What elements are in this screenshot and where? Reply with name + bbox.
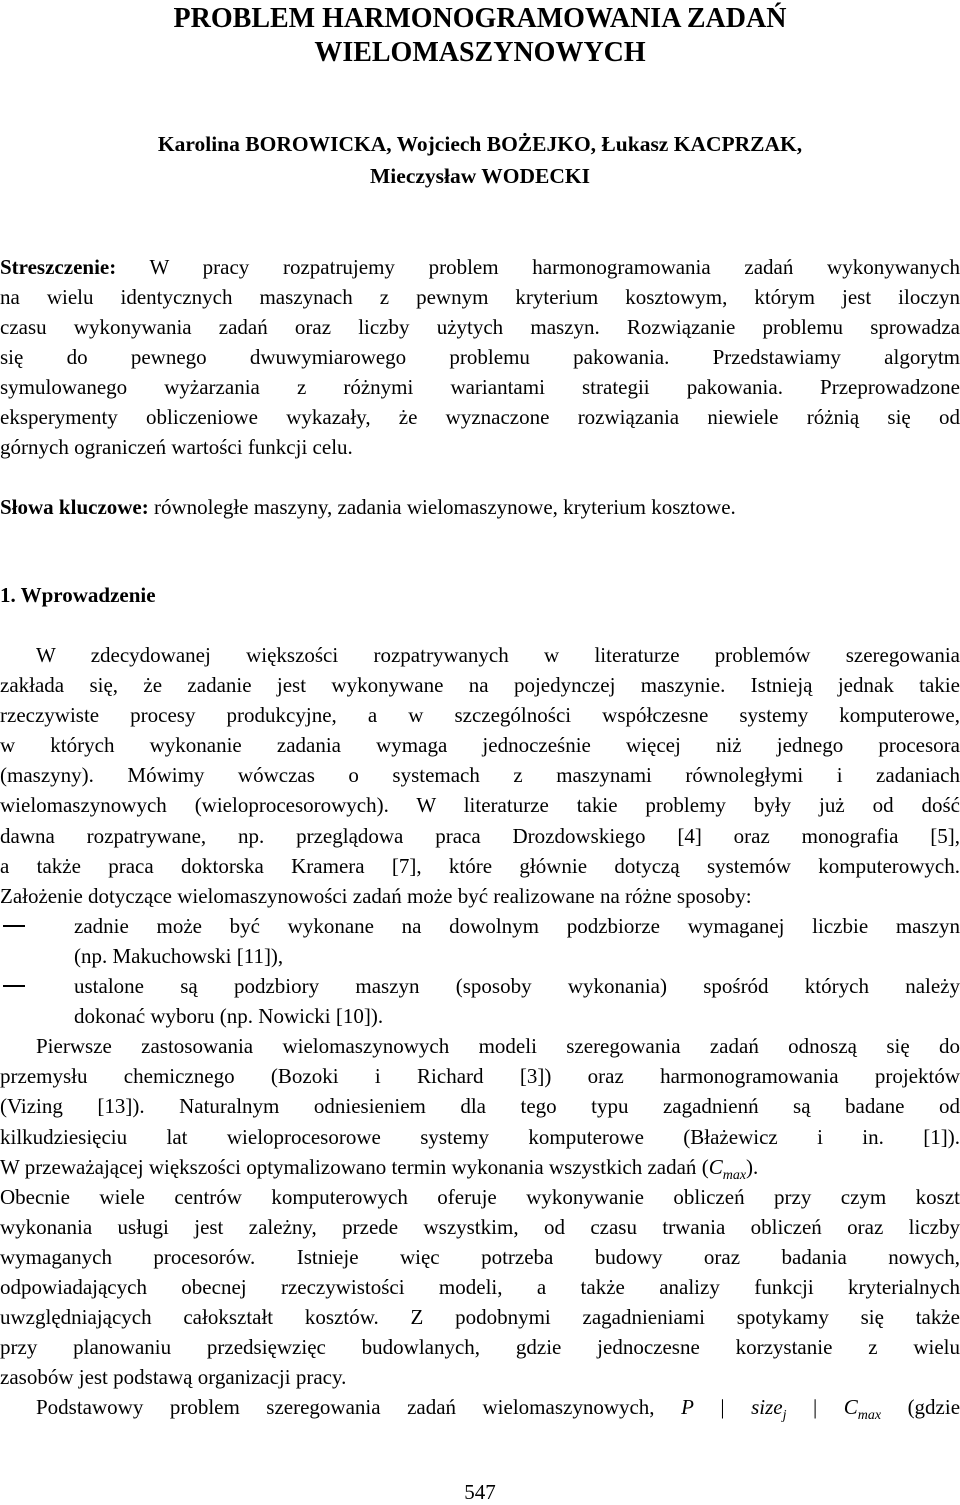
formula-paren: ( (701, 1154, 709, 1179)
keywords (0, 492, 960, 522)
formula-separator: | (813, 1395, 818, 1420)
section-heading: 1. Wprowadzenie (0, 583, 156, 607)
abstract-label: Streszczenie: (0, 255, 117, 279)
paragraph-line: Pierwsze zastosowania wielomaszynowych modeli szeregowania zadań odnoszą się do (36, 1034, 960, 1059)
formula-symbol: size (751, 1395, 783, 1420)
abstract-line (0, 252, 960, 282)
formula-symbol: P (681, 1395, 694, 1420)
introduction-body (0, 640, 960, 1422)
authors-line-1: Karolina BOROWICKA, Wojciech BOŻEJKO, Łukasz KACPRZAK, (157, 132, 803, 156)
formula-paren: ). (746, 1154, 759, 1179)
paragraph-line: a także praca doktorska Kramera [7], które głównie dotyczą systemów komputerowych. (0, 853, 960, 878)
paragraph-text: Podstawowy problem szeregowania zadań wielomaszynowych, (36, 1395, 655, 1420)
abstract-text: W pracy rozpatrujemy problem harmonogramowania zadań wykonywanych (149, 255, 960, 279)
paragraph-line: przy planowaniu przedsięwzięc budowlanych, gdzie jednoczesne korzystanie z wielu (0, 1335, 960, 1360)
paragraph-line: odpowiadających obecnej rzeczywistości modeli, a także analizy funkcji kryterialnych (0, 1274, 960, 1299)
paragraph-line: Założenie dotyczące wielomaszynowości zadań może być realizowane na różne sposoby: (0, 883, 752, 908)
paragraph-text: W przeważającej większości optymalizowano termin wykonania wszystkich zadań (0, 1154, 697, 1179)
title-line-1: PROBLEM HARMONOGRAMOWANIA ZADAŃ (173, 3, 787, 34)
authors-line-2: Mieczysław WODECKI (370, 164, 590, 188)
title-line-2: WIELOMASZYNOWYCH (314, 37, 646, 68)
paragraph-line: (maszyny). Mówimy wówczas o systemach z maszynami równoległymi i zadaniach (0, 763, 960, 788)
paper-title (0, 2, 960, 70)
formula-subscript: max (722, 1167, 747, 1183)
formula-subscript: j (782, 1408, 787, 1424)
dash-bullet-icon (3, 985, 25, 987)
list-item-line: ustalone są podzbiory maszyn (sposoby wykonania) spośród których należy (74, 974, 960, 999)
list-item (0, 971, 960, 1031)
list-item-line: (np. Makuchowski [11]), (74, 943, 284, 968)
paragraph-line: W zdecydowanej większości rozpatrywanych w literaturze problemów szeregowania (36, 643, 960, 667)
keywords-label: Słowa kluczowe: (0, 495, 149, 519)
abstract-line: się do pewnego dwuwymiarowego problemu pakowania. Przedstawiamy algorytm (0, 345, 960, 369)
paragraph-line: wykonania usługi jest zależny, przede wszystkim, od czasu trwania obliczeń oraz liczby (0, 1214, 960, 1239)
paragraph-line: wymaganych procesorów. Istnieje więc potrzeba budowy oraz badania nowych, (0, 1244, 960, 1269)
page-number: 547 (464, 1480, 496, 1504)
formula-symbol: C (843, 1395, 858, 1420)
paragraph-line: Obecnie wiele centrów komputerowych oferuje wykonywanie obliczeń przy czym koszt (0, 1184, 960, 1209)
problem-notation-formula (681, 1395, 882, 1424)
keywords-text: równoległe maszyny, zadania wielomaszynowe, kryterium kosztowe. (154, 495, 736, 519)
paragraph-line: dawna rozpatrywane, np. przeglądowa praca Drozdowskiego [4] oraz monografia [5], (0, 823, 960, 848)
abstract-line: eksperymenty obliczeniowe wykazały, że wyznaczone rozwiązania niewiele różnią się od (0, 405, 960, 429)
paragraph-line: przemysłu chemicznego (Bozoki i Richard [3]) oraz harmonogramowania projektów (0, 1064, 960, 1089)
paragraph-text: (gdzie (907, 1395, 960, 1420)
abstract-line: czasu wykonywania zadań oraz liczby użytych maszyn. Rozwiązanie problemu sprowadza (0, 315, 960, 339)
abstract (0, 252, 960, 462)
list-item-line: zadnie może być wykonane na dowolnym podzbiorze wymaganej liczbie maszyn (74, 913, 960, 938)
paragraph-line: uwzględniających całokształt kosztów. Z podobnymi zagadnieniami spotykamy się także (0, 1305, 960, 1330)
paragraph-line (0, 1152, 960, 1182)
authors (0, 128, 960, 192)
cmax-formula (701, 1154, 759, 1183)
list-item-line: dokonać wyboru (np. Nowicki [10]). (74, 1004, 384, 1029)
list-item (0, 911, 960, 971)
formula-symbol: C (708, 1154, 723, 1179)
paragraph-line (0, 1392, 960, 1422)
abstract-line: górnych ograniczeń wartości funkcji celu. (0, 435, 353, 459)
paragraph-line: wielomaszynowych (wieloprocesorowych). W literaturze takie problemy były już od dość (0, 793, 960, 818)
paragraph-line: zasobów jest podstawą organizacji pracy. (0, 1365, 347, 1390)
paragraph-line: zakłada się, że zadanie jest wykonywane na pojedynczej maszynie. Istnieją jednak takie (0, 673, 960, 698)
formula-separator: | (720, 1395, 725, 1420)
dash-bullet-icon (3, 925, 25, 927)
abstract-line: na wielu identycznych maszynach z pewnym kryterium kosztowym, którym jest iloczyn (0, 285, 960, 309)
paragraph-line: rzeczywiste procesy produkcyjne, a w szczególności współczesne systemy komputerowe, (0, 703, 960, 728)
formula-subscript: max (857, 1408, 882, 1424)
paragraph-line: w których wykonanie zadania wymaga jednocześnie więcej niż jednego procesora (0, 733, 960, 758)
paragraph-line: kilkudziesięciu lat wieloprocesorowe systemy komputerowe (Błażewicz i in. [1]). (0, 1124, 960, 1149)
abstract-line: symulowanego wyżarzania z różnymi wariantami strategii pakowania. Przeprowadzone (0, 375, 960, 399)
paragraph-line: (Vizing [13]). Naturalnym odniesieniem dla tego typu zagadnienń są badane od (0, 1094, 960, 1119)
